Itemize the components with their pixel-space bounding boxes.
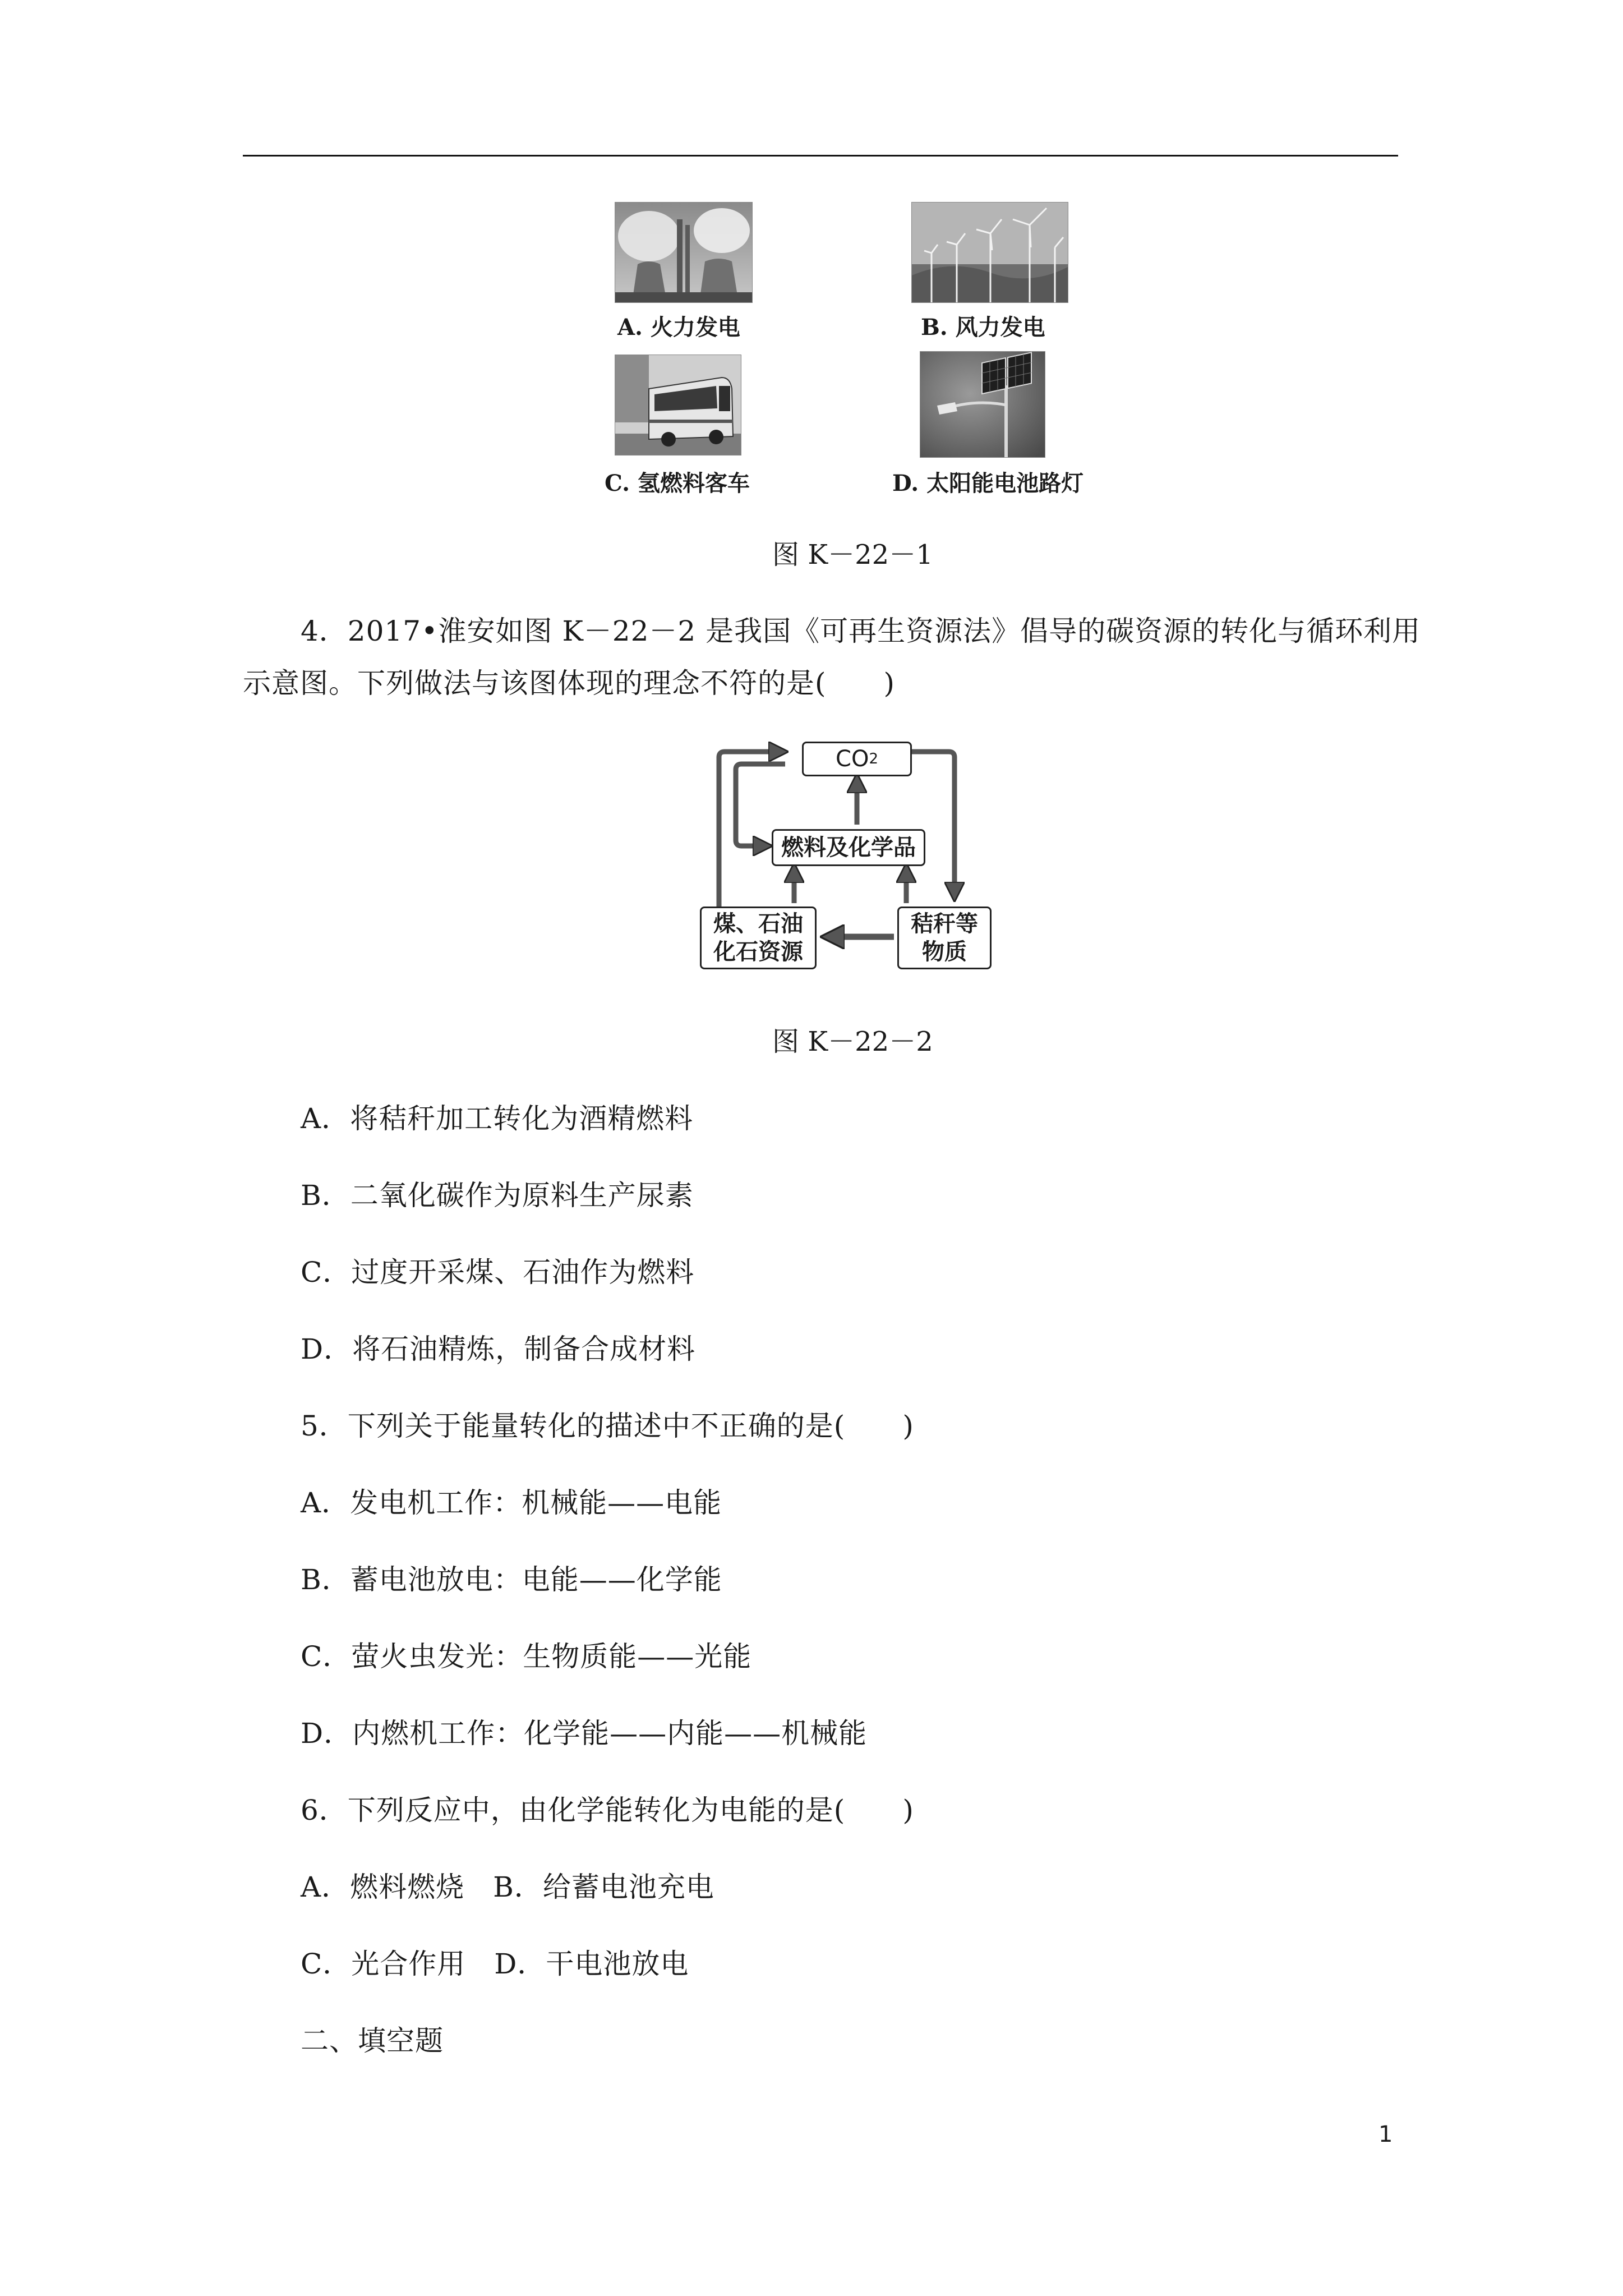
- figure2-label: 图 K－22－2: [772, 1026, 933, 1057]
- co2-box: [802, 742, 912, 776]
- fossil-resources-box: [700, 907, 817, 969]
- question5-option-d: D．内燃机工作：化学能——内能——机械能: [301, 1717, 868, 1750]
- figure1-caption-a: A. 火力发电: [617, 314, 740, 341]
- page-number: 1: [1378, 2122, 1393, 2147]
- co2-subscript: 2: [869, 750, 878, 767]
- question5-option-a: A．发电机工作：机械能——电能: [301, 1487, 722, 1519]
- thermal-power-photo: [615, 202, 753, 303]
- figure1-caption-b: B. 风力发电: [921, 314, 1045, 341]
- straw-line1: 秸秆等: [911, 911, 978, 937]
- fossil-line1: 煤、石油: [713, 911, 803, 937]
- question5-option-b: B．蓄电池放电：电能——化学能: [301, 1563, 722, 1596]
- question6-stem: 6．下列反应中，由化学能转化为电能的是( ): [301, 1794, 914, 1826]
- question4-option-b: B．二氧化碳作为原料生产尿素: [301, 1179, 694, 1212]
- question6-options-row2: C．光合作用 D．干电池放电: [301, 1948, 689, 1980]
- wind-power-photo: [911, 202, 1068, 303]
- co2-label: CO: [836, 746, 869, 772]
- hydrogen-bus-photo: [615, 355, 741, 455]
- carbon-cycle-diagram: [695, 735, 998, 982]
- straw-line2: 物质: [922, 939, 967, 965]
- question4-line1: 4．2017•淮安如图 K－22－2 是我国《可再生资源法》倡导的碳资源的转化与循环利用: [301, 615, 1421, 647]
- figure1-caption-c: C. 氢燃料客车: [605, 470, 750, 496]
- question4-option-d: D．将石油精炼，制备合成材料: [301, 1333, 696, 1365]
- question5-stem: 5．下列关于能量转化的描述中不正确的是( ): [301, 1410, 914, 1442]
- figure1-label: 图 K－22－1: [772, 539, 933, 570]
- figure1-caption-d: D. 太阳能电池路灯: [892, 470, 1084, 496]
- section-heading: 二、填空题: [301, 2024, 444, 2057]
- straw-materials-box: [897, 907, 992, 969]
- question6-options-row1: A．燃料燃烧 B．给蓄电池充电: [301, 1871, 714, 1903]
- solar-streetlight-photo: [920, 351, 1045, 458]
- fuels-chemicals-box: [772, 829, 925, 866]
- question4-option-a: A．将秸秆加工转化为酒精燃料: [301, 1102, 694, 1135]
- question4-option-c: C．过度开采煤、石油作为燃料: [301, 1256, 695, 1289]
- question5-option-c: C．萤火虫发光：生物质能——光能: [301, 1640, 752, 1673]
- question4-line2: 示意图。下列做法与该图体现的理念不符的是( ): [243, 667, 896, 700]
- fuels-chemicals-label: 燃料及化学品: [781, 835, 916, 861]
- fossil-line2: 化石资源: [713, 939, 803, 965]
- header-rule: [243, 155, 1398, 157]
